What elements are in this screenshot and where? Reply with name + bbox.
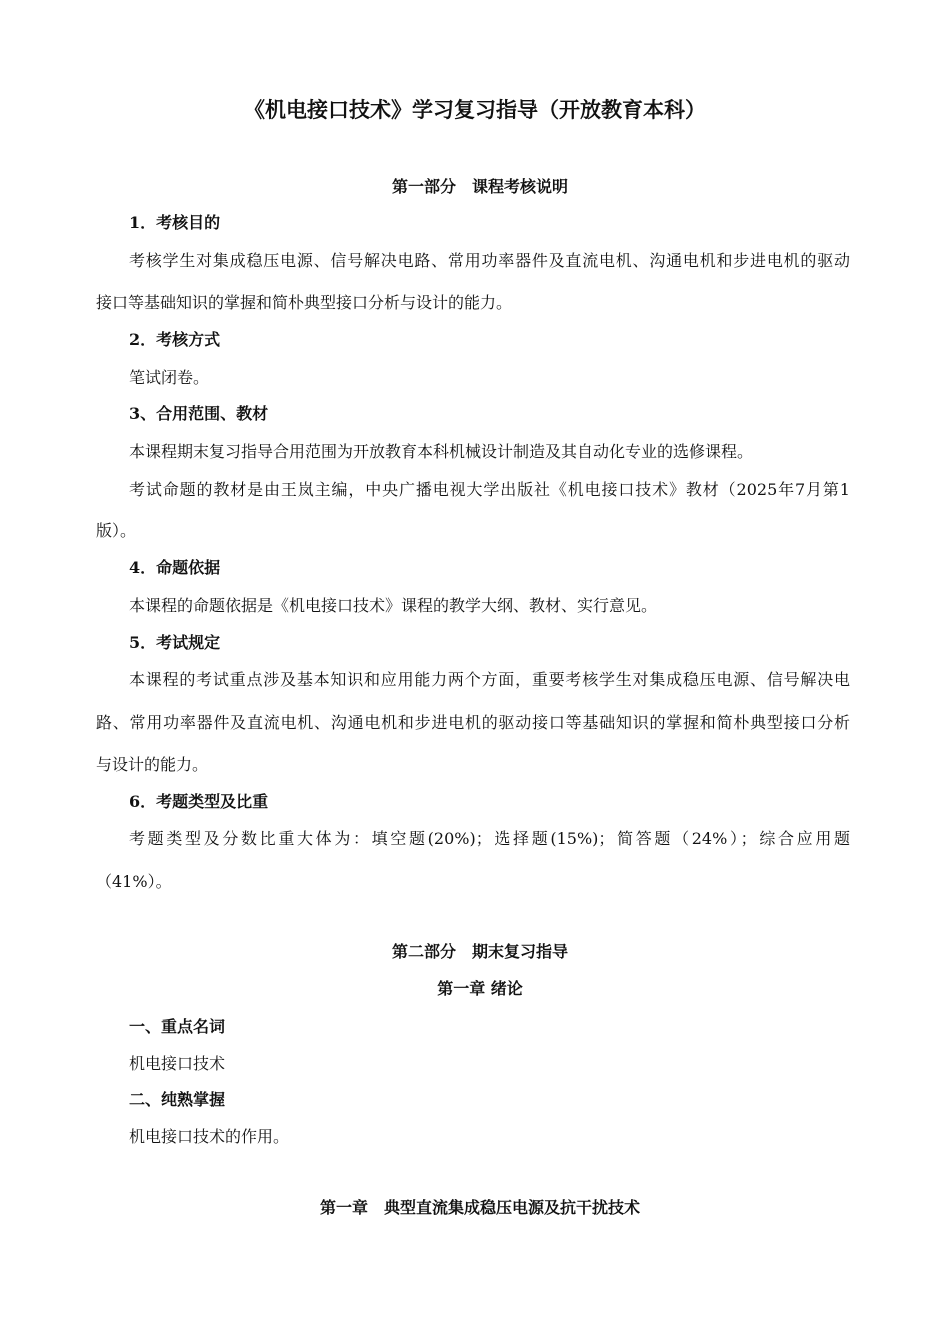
part1-heading: 第一部分 课程考核说明 [391, 177, 568, 196]
paragraph-line: 本课程期末复习指导合用范围为开放教育本科机械设计制造及其自动化专业的选修课程。 [129, 442, 754, 461]
section-heading: 5．考试规定 [129, 633, 221, 652]
chapter-heading: 第一章 绪论 [437, 979, 523, 998]
paragraph-line: 机电接口技术 [129, 1054, 226, 1073]
paragraph-line: 版）。 [96, 521, 137, 540]
section-heading: 6．考题类型及比重 [129, 792, 269, 811]
paragraph-line: 接口等基础知识的掌握和简朴典型接口分析与设计的能力。 [96, 293, 513, 312]
section-heading: 3、合用范围、教材 [129, 404, 269, 423]
part2-heading: 第二部分 期末复习指导 [391, 942, 568, 961]
subsection-heading: 一、重点名词 [129, 1017, 226, 1036]
chapter-heading: 第一章 典型直流集成稳压电源及抗干扰技术 [319, 1198, 640, 1217]
paragraph-line: 与设计的能力。 [96, 755, 209, 774]
paragraph-line: 路、常用功率器件及直流电机、沟通电机和步进电机的驱动接口等基础知识的掌握和简朴典型接口分析 [96, 713, 850, 732]
paragraph-line: 本课程的命题依据是《机电接口技术》课程的教学大纲、教材、实行意见。 [129, 596, 658, 615]
paragraph-line: 本课程的考试重点涉及基本知识和应用能力两个方面，重要考核学生对集成稳压电源、信号解决电 [129, 670, 850, 689]
paragraph-line: 考核学生对集成稳压电源、信号解决电路、常用功率器件及直流电机、沟通电机和步进电机的驱动 [129, 251, 850, 270]
paragraph-line: （41%）。 [96, 872, 172, 891]
paragraph-line: 机电接口技术的作用。 [129, 1127, 290, 1146]
section-heading: 2．考核方式 [129, 330, 221, 349]
section-heading: 1．考核目的 [129, 213, 221, 232]
document-title: 《机电接口技术》学习复习指导（开放教育本科） [244, 97, 706, 122]
paragraph-line: 笔试闭卷。 [129, 368, 210, 387]
paragraph-line: 考试命题的教材是由王岚主编，中央广播电视大学出版社《机电接口技术》教材（2025年7月第1 [129, 480, 850, 499]
subsection-heading: 二、纯熟掌握 [129, 1090, 226, 1109]
section-heading: 4．命题依据 [129, 558, 221, 577]
paragraph-line: 考题类型及分数比重大体为：填空题(20%)；选择题(15%)；简答题（24%）；综合应用题 [129, 829, 850, 848]
